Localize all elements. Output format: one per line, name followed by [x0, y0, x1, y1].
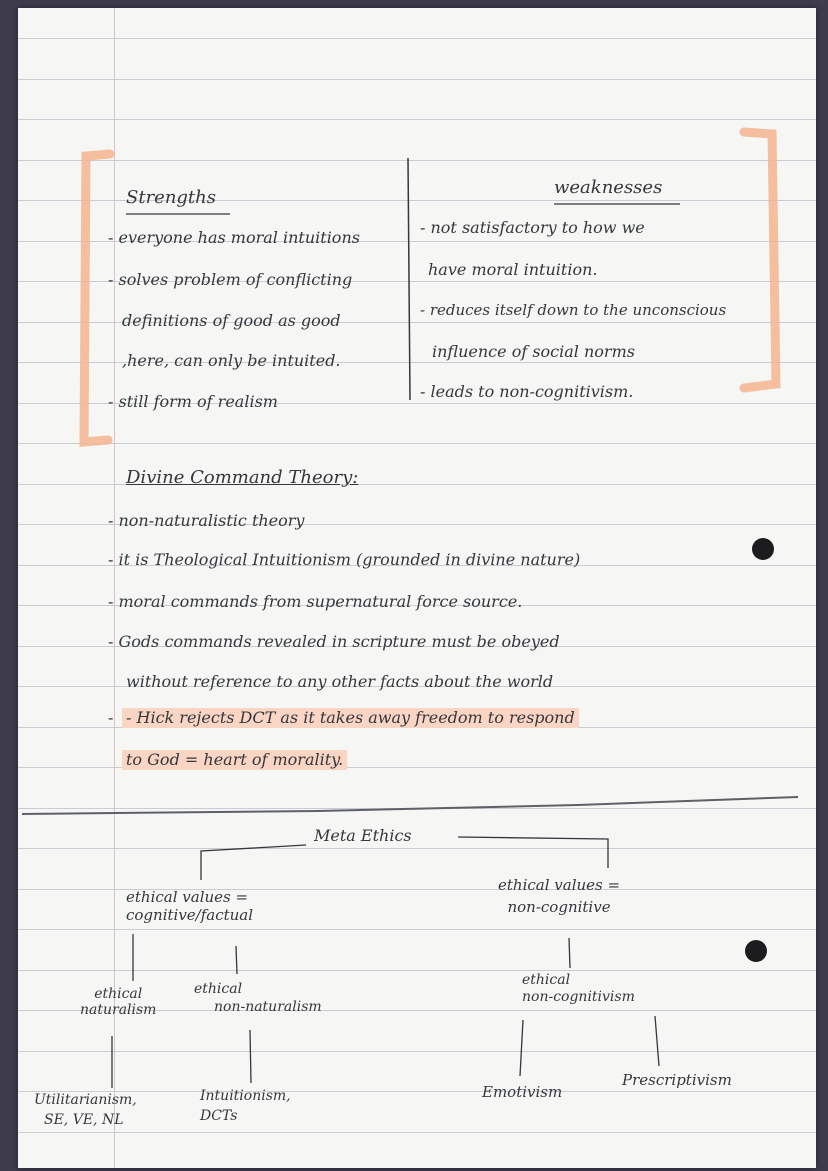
dct-line: without reference to any other facts about the world	[126, 672, 554, 691]
section-separator	[22, 797, 798, 814]
node-non-cognitive-line: ethical values =	[498, 876, 621, 894]
binder-hole	[745, 940, 767, 962]
node-non-naturalism-line: ethical	[194, 981, 243, 997]
node-naturalism-line: ethical	[94, 986, 143, 1002]
weakness-line: - not satisfactory to how we	[420, 218, 645, 237]
weakness-line: have moral intuition.	[428, 260, 598, 279]
non-naturalism-examples	[200, 1086, 291, 1126]
dct-title: Divine Command Theory:	[126, 467, 359, 488]
strength-line: - everyone has moral intuitions	[108, 228, 360, 247]
dct-line: - moral commands from supernatural force source.	[108, 592, 523, 611]
dct-line: - it is Theological Intuitionism (grounded in divine nature)	[108, 550, 581, 569]
node-naturalism-line: naturalism	[80, 1002, 157, 1018]
connector-nonnat-examples	[250, 1030, 251, 1083]
binder-hole	[752, 538, 774, 560]
node-non-cognitive	[498, 874, 620, 918]
dct-highlight-line: to God = heart of morality.	[122, 750, 347, 770]
non-naturalism-examples-line: Intuitionism,	[200, 1088, 291, 1104]
node-non-cognitivism	[522, 972, 635, 1006]
strength-line: ,here, can only be intuited.	[122, 351, 341, 370]
node-non-cognitivism-line: non-cognitivism	[522, 989, 635, 1005]
dct-line: - non-naturalistic theory	[108, 511, 305, 530]
diagram-root: Meta Ethics	[314, 826, 412, 845]
node-non-naturalism	[194, 980, 322, 1016]
node-naturalism	[80, 986, 156, 1018]
node-non-cognitivism-line: ethical	[522, 972, 571, 988]
dct-highlight-line: - Hick rejects DCT as it takes away freedom to respond	[122, 708, 579, 728]
strength-line: definitions of good as good	[122, 311, 341, 330]
prescriptivism: Prescriptivism	[622, 1071, 732, 1089]
connector-root-left	[201, 845, 306, 880]
table-divider	[408, 158, 410, 400]
notebook-page	[18, 8, 816, 1168]
left-bracket	[84, 154, 110, 442]
right-bracket	[744, 132, 776, 388]
naturalism-examples	[34, 1090, 137, 1130]
strength-line: - solves problem of conflicting	[108, 270, 353, 289]
strength-line: - still form of realism	[108, 392, 278, 411]
node-cognitive-line: ethical values =	[126, 888, 249, 906]
strengths-title: Strengths	[126, 187, 216, 208]
connector-prescriptivism	[655, 1016, 659, 1066]
weaknesses-title: weaknesses	[554, 177, 663, 198]
emotivism: Emotivism	[482, 1083, 563, 1101]
node-cognitive	[126, 888, 253, 924]
node-cognitive-line: cognitive/factual	[126, 906, 254, 924]
naturalism-examples-line: Utilitarianism,	[34, 1092, 137, 1108]
connector-root-right	[458, 837, 608, 868]
dct-line: - Gods commands revealed in scripture must be obeyed	[108, 632, 560, 651]
weakness-line: - leads to non-cognitivism.	[420, 382, 634, 401]
non-naturalism-examples-line: DCTs	[200, 1108, 238, 1124]
dct-highlight-dash: -	[108, 708, 114, 727]
weakness-line: influence of social norms	[432, 342, 635, 361]
connector-noncog	[569, 938, 570, 968]
connector-emotivism	[520, 1020, 523, 1076]
node-non-naturalism-line: non-naturalism	[214, 999, 322, 1015]
connector-cog-nonnat	[236, 946, 237, 974]
node-non-cognitive-line: non-cognitive	[507, 898, 611, 916]
weakness-line: - reduces itself down to the unconscious	[420, 301, 727, 319]
naturalism-examples-line: SE, VE, NL	[44, 1112, 124, 1128]
